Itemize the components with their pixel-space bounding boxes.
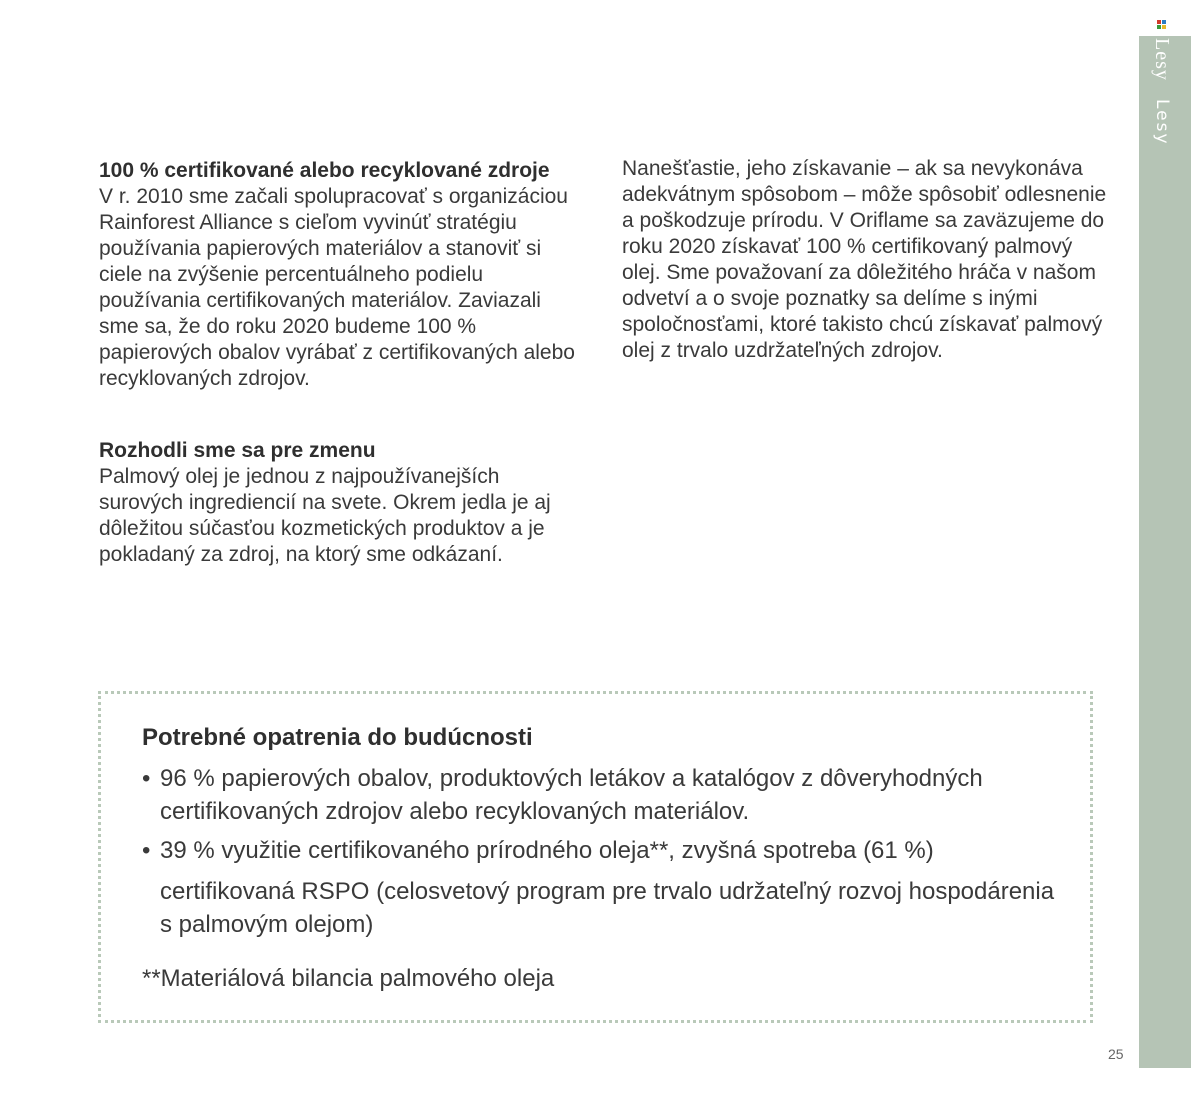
chapter-label-sans: Lesy xyxy=(1152,99,1172,146)
box-title: Potrebné opatrenia do budúcnosti xyxy=(142,724,533,751)
list-item xyxy=(142,834,1072,941)
chapter-label-serif: Lesy xyxy=(1151,38,1173,81)
bullet-icon: • xyxy=(142,765,151,792)
section-heading: Rozhodli sme sa pre zmenu xyxy=(99,439,376,462)
section-body: V r. 2010 sme začali spolupracovať s organizáciou Rainforest Alliance s cieľom vyvinúť stratégiu používania papierových materiálov a stanoviť si ciele na zvýšenie percentuálneho podielu používania certifikovaných materiálov. Zaviazali sme sa, že do roku 2020 budeme 100 % papierových obalov vyrábať z certifikovaných alebo recyklovaných zdrojov. xyxy=(99,185,575,390)
section-body: Palmový olej je jednou z najpoužívanejších surových ingrediencií na svete. Okrem jedla je aj dôležitou súčasťou kozmetických produktov a je pokladaný za zdroj, na ktorý sme odkázaní. xyxy=(99,465,551,566)
list-item-text: 96 % papierových obalov, produktových letákov a katalógov z dôveryhodných certifikovaných zdrojov alebo recyklovaných materiálov. xyxy=(160,765,983,825)
right-column-body: Nanešťastie, jeho získavanie – ak sa nevykonáva adekvátnym spôsobom – môže spôsobiť odlesnenie a poškodzuje prírodu. V Oriflame sa zaväzujeme do roku 2020 získavať 100 % certifikovaný palmový olej. Sme považovaní za dôležitého hráča v našom odvetví a o svoje poznatky sa delíme s inými spoločnosťami, ktoré takisto chcú získavať palmový olej z trvalo uzdržateľných zdrojov. xyxy=(622,157,1107,362)
footnote: **Materiálová bilancia palmového oleja xyxy=(142,965,555,992)
list-item xyxy=(142,762,1072,828)
right-column xyxy=(622,156,1112,364)
list-item-text: 39 % využitie certifikovaného prírodného oleja**, zvyšná spotreba (61 %) xyxy=(160,837,934,864)
oriflame-logo-icon xyxy=(1157,20,1167,30)
bullet-icon: • xyxy=(142,837,151,864)
measures-list xyxy=(142,762,1072,947)
section-certified-sources xyxy=(99,158,579,392)
section-heading: 100 % certifikované alebo recyklované zdroje xyxy=(99,159,550,182)
list-item-continuation: certifikovaná RSPO (celosvetový program pre trvalo udržateľný rozvoj hospodárenia s palmovým olejom) xyxy=(160,878,1055,938)
section-decision xyxy=(99,438,579,568)
page-number: 25 xyxy=(1108,1046,1124,1062)
chapter-label xyxy=(1150,38,1173,146)
left-column xyxy=(99,158,579,568)
chapter-sidebar xyxy=(1139,36,1191,1068)
